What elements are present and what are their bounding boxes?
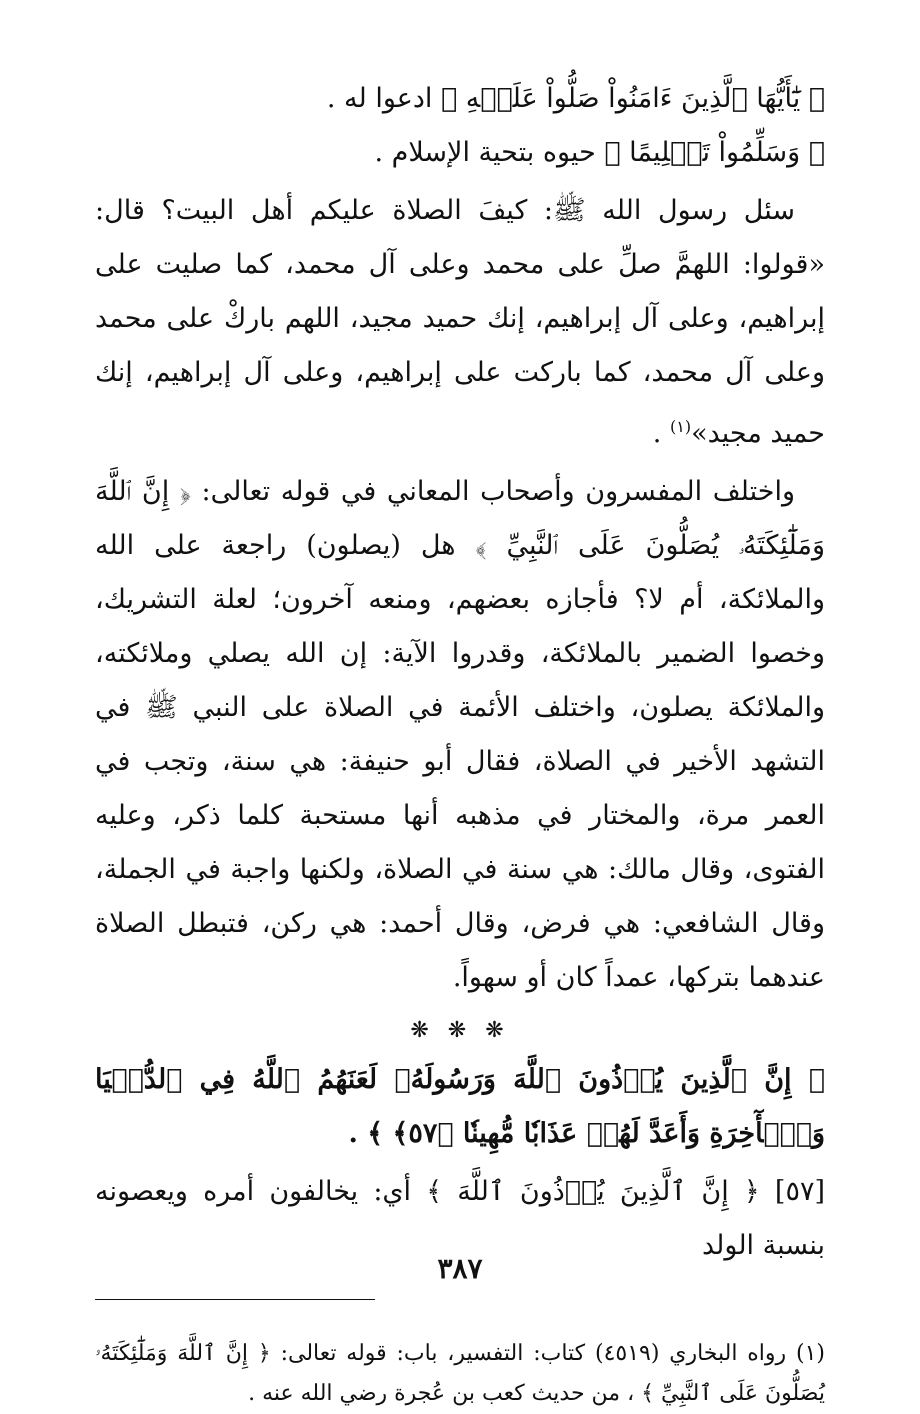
hadith-text: سئل رسول الله ﷺ: كيفَ الصلاة عليكم أهل البيت؟ قال: «قولوا: اللهمَّ صلِّ على محمد وعلى آل محمد، كما صليت على إبراهيم، وعلى آل إبراهيم، إنك حميد مجيد، اللهم باركْ على محمد وعلى آل محمد، كما باركت على إبراهيم، وعلى آل إبراهيم، إنك حميد مجيد» <box>95 195 825 449</box>
footnote-divider <box>95 1299 375 1300</box>
commentary-57: [٥٧] ﴿ إِنَّ ٱلَّذِينَ يُؤۡذُونَ ٱللَّهَ ﴾ أي: يخالفون أمره ويعصونه بنسبة الولد <box>95 1176 825 1261</box>
discussion-paragraph: واختلف المفسرون وأصحاب المعاني في قوله تعالى: ﴿ إِنَّ ٱللَّهَ وَمَلَٰٓئِكَتَهُۥ يُصَلُّونَ عَلَى ٱلنَّبِيِّ ﴾ هل (يصلون) راجعة على الله والملائكة، أم لا؟ فأجازه بعضهم، ومنعه آخرون؛ لعلة التشريك، وخصوا الضمير بالملائكة، وقدروا الآية: إن الله يصلي وملائكته، والملائكة يصلون، واختلف الأئمة في الصلاة على النبي ﷺ في التشهد الأخير في الصلاة، فقال أبو حنيفة: هي سنة، وتجب في العمر مرة، والمختار في مذهبه أنها مستحبة كلما ذكر، وعليه الفتوى، وقال مالك: هي سنة في الصلاة، ولكنها واجبة في الجملة، وقال الشافعي: هي فرض، وقال أحمد: هي ركن، فتبطل الصلاة عندهما بتركها، عمداً كان أو سهواً. <box>95 476 825 993</box>
hadith-end: . <box>652 418 670 449</box>
verse-line-1: ﴿ يَٰٓأَيُّهَا ٱلَّذِينَ ءَامَنُواْ صَلُّواْ عَلَيۡهِ ﴾ ادعوا له . <box>326 83 825 114</box>
verse-57: ﴿ إِنَّ ٱلَّذِينَ يُؤۡذُونَ ٱللَّهَ وَرَسُولَهُۥ لَعَنَهُمُ ٱللَّهُ فِي ٱلدُّنۡيَا وَٱلۡأٓخِرَةِ وَأَعَدَّ لَهُمۡ عَذَابٗا مُّهِينٗا ﴿٥٧﴾ ﴾ . <box>95 1064 825 1149</box>
section-separator: ❋ ❋ ❋ <box>410 1018 510 1043</box>
verse-line-2: ﴿ وَسَلِّمُواْ تَسۡلِيمًا ﴾ حيوه بتحية الإسلام . <box>374 137 825 168</box>
footnotes <box>95 1334 825 1414</box>
footnote-ref[interactable]: (١) <box>669 417 692 436</box>
page-number: ٣٨٧ <box>437 1252 483 1285</box>
hadith-paragraph <box>95 184 825 461</box>
footnote-1: (١) رواه البخاري (٤٥١٩) كتاب: التفسير، باب: قوله تعالى: ﴿ إِنَّ ٱللَّهَ وَمَلَٰٓئِكَتَهُۥ يُصَلُّونَ عَلَى ٱلنَّبِيِّ ﴾ ، من حديث كعب بن عُجرة رضي الله عنه . <box>95 1341 825 1406</box>
